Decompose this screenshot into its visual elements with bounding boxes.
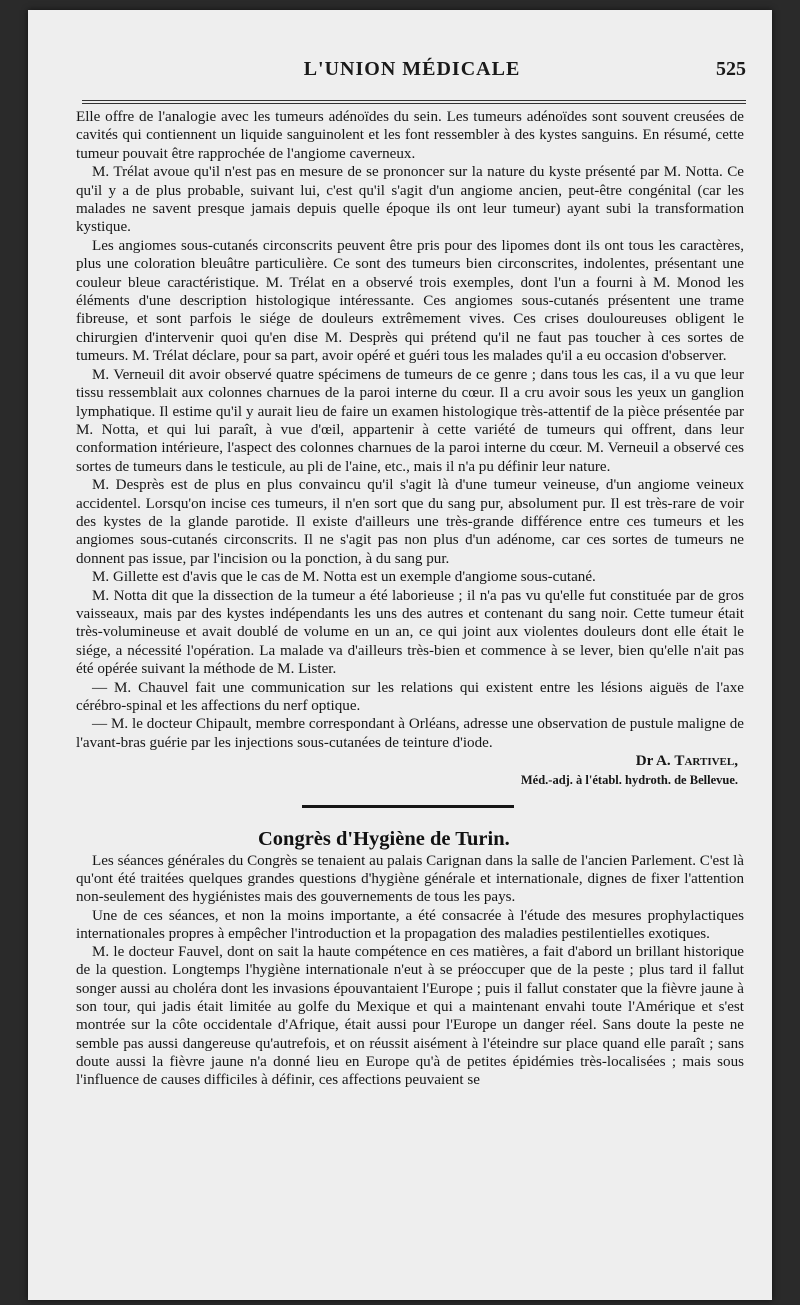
running-head [78,58,746,82]
paragraph: Les séances générales du Congrès se tenaient au palais Carignan dans la salle de l'ancien Parlement. C'est là qu'ont été traitées quelques grandes questions d'hygiène générale et internationale, dignes de fixer l'attention non-seulement des hygiénistes mais des gouvernements de tous les pays. [76,852,744,906]
paragraph: M. Desprès est de plus en plus convaincu qu'il s'agit là d'une tumeur veineuse, d'un angiome veineux accidentel. Lorsqu'on incise ces tumeurs, il n'en sort que du sang pur, absolument pur. Il est très-rare de voir des kystes de la glande parotide. Il existe d'ailleurs une très-grande différence entre ces tumeurs et les angiomes sous-cutanés circonscrits. Il ne s'agit pas non plus d'un adénome, car ces sortes de tumeurs ne donnent pas issue, par l'incision ou la ponction, à du sang pur. [76,477,744,567]
paragraph: M. Trélat avoue qu'il n'est pas en mesure de se prononcer sur la nature du kyste présenté par M. Notta. Ce qu'il y a de plus probable, suivant lui, c'est qu'il s'agit d'un angiome ancien, peut-être congénital (car les malades ne savent presque jamais depuis quelle époque ils ont leur tumeur) ayant subi la transformation kystique. [76,164,744,236]
signature-name: Tartivel, [674,753,738,770]
paragraph: M. Gillette est d'avis que le cas de M. Notta est un exemple d'angiome sous-cutané. [92,569,596,586]
section-separator [302,805,514,808]
paragraph: M. Notta dit que la dissection de la tumeur a été laborieuse ; il n'a pas vu qu'elle fut constituée par de gros vaisseaux, mais par des kystes indépendants les uns des autres et contenant du sang noir. Cette tumeur était très-volumineuse et avait doublé de volume en un an, ce qui joint aux violentes douleurs dont elle était le siége, a nécessité l'opération. La malade va d'ailleurs très-bien et commence à se lever, bien qu'elle n'ait pas été opérée suivant la méthode de M. Lister. [76,587,744,678]
paragraph: Une de ces séances, et non la moins importante, a été consacrée à l'étude des mesures prophylactiques internationales propres à empêcher l'introduction et la propagation des maladies pestilentielles exotiques. [76,907,744,942]
paragraph: Elle offre de l'analogie avec les tumeurs adénoïdes du sein. Les tumeurs adénoïdes sont souvent creusées de cavités qui contiennent un liquide sanguinolent et les font ressembler à des kystes sanguins. En résumé, cette tumeur pouvait être rapprochée de l'angiome caverneux. [76,109,744,162]
section-title: Congrès d'Hygiène de Turin. [258,827,510,850]
paragraph: — M. Chauvel fait une communication sur les relations qui existent entre les lésions aiguës de l'axe cérébro-spinal et les affections du nerf optique. [76,679,744,714]
running-title: L'UNION MÉDICALE [303,58,521,80]
paragraph: M. Verneuil dit avoir observé quatre spécimens de tumeurs de ce genre ; dans tous les cas, il a vu que leur tissu ressemblait aux colonnes charnues de la paroi interne du cœur. Il a cru avoir sous les yeux un ganglion lymphatique. Il estime qu'il y aurait lieu de faire un examen histologique très-attentif de la pièce présentée par M. Notta, et qui lui paraît, à vue d'œil, appartenir à cette variété de tumeurs qui offrent, dans leur conformation intérieure, l'aspect des colonnes charnues de la paroi interne du cœur. M. Verneuil a observé ces sortes de tumeurs dans le testicule, au pli de l'aine, etc., mais il n'a pu définir leur nature. [76,366,744,475]
paragraph: M. le docteur Fauvel, dont on sait la haute compétence en ces matières, a fait d'abord un brillant historique de la question. Longtemps l'hygiène internationale n'eut à se préoccuper que de la peste ; plus tard il fallut songer aussi au choléra dont les invasions épouvantaient l'Europe ; puis il fallut constater que la fièvre jaune à son tour, qui jadis était limitée au golfe du Mexique et qui a maintenant envahi toute l'Amérique et s'est montrée sur la côte occidentale d'Afrique, était aussi pour l'Europe un danger réel. Sans doute la peste ne semble pas aussi dangereuse qu'autrefois, et on réussit aisément à l'éteindre sur place quand elle paraît ; sans doute aussi la fièvre jaune n'a donné lieu en Europe qu'à de petites épidémies très-localisées ; mais sous l'influence de causes difficiles à définir, ces affections peuvaient se [76,944,744,1089]
section-body [76,852,744,1090]
signature [76,752,744,770]
book-page [28,10,772,1300]
page-number: 525 [716,58,746,80]
header-rule [82,100,746,104]
article-body [76,108,744,1089]
paragraph: Les angiomes sous-cutanés circonscrits peuvent être pris pour des lipomes dont ils ont tous les caractères, plus une coloration bleuâtre particulière. Ce sont des tumeurs bien circonscrites, indolentes, présentant une couleur bleue caractéristique. M. Trélat en a observé trois exemples, dont l'un a fourni à M. Monod les éléments d'une description histologique intéressante. Ces angiomes sous-cutanés présentent une trame fibreuse, et sont parfois le siége de douleurs extrêmement vives. Ces crises douloureuses obligent le chirurgien d'intervenir quoi qu'en dise M. Desprès qui prétend qu'il ne faut pas toucher à ces sortes de tumeurs. M. Trélat déclare, pour sa part, avoir opéré et guéri tous les malades qu'il a eu occasion d'observer. [76,237,744,365]
signature-prefix: Dr A. [635,753,671,770]
paragraph: — M. le docteur Chipault, membre correspondant à Orléans, adresse une observation de pustule maligne de l'avant-bras guérie par les injections sous-cutanées de teinture d'iode. [76,716,744,751]
signature-affiliation: Méd.-adj. à l'établ. hydroth. de Bellevue. [520,772,738,787]
